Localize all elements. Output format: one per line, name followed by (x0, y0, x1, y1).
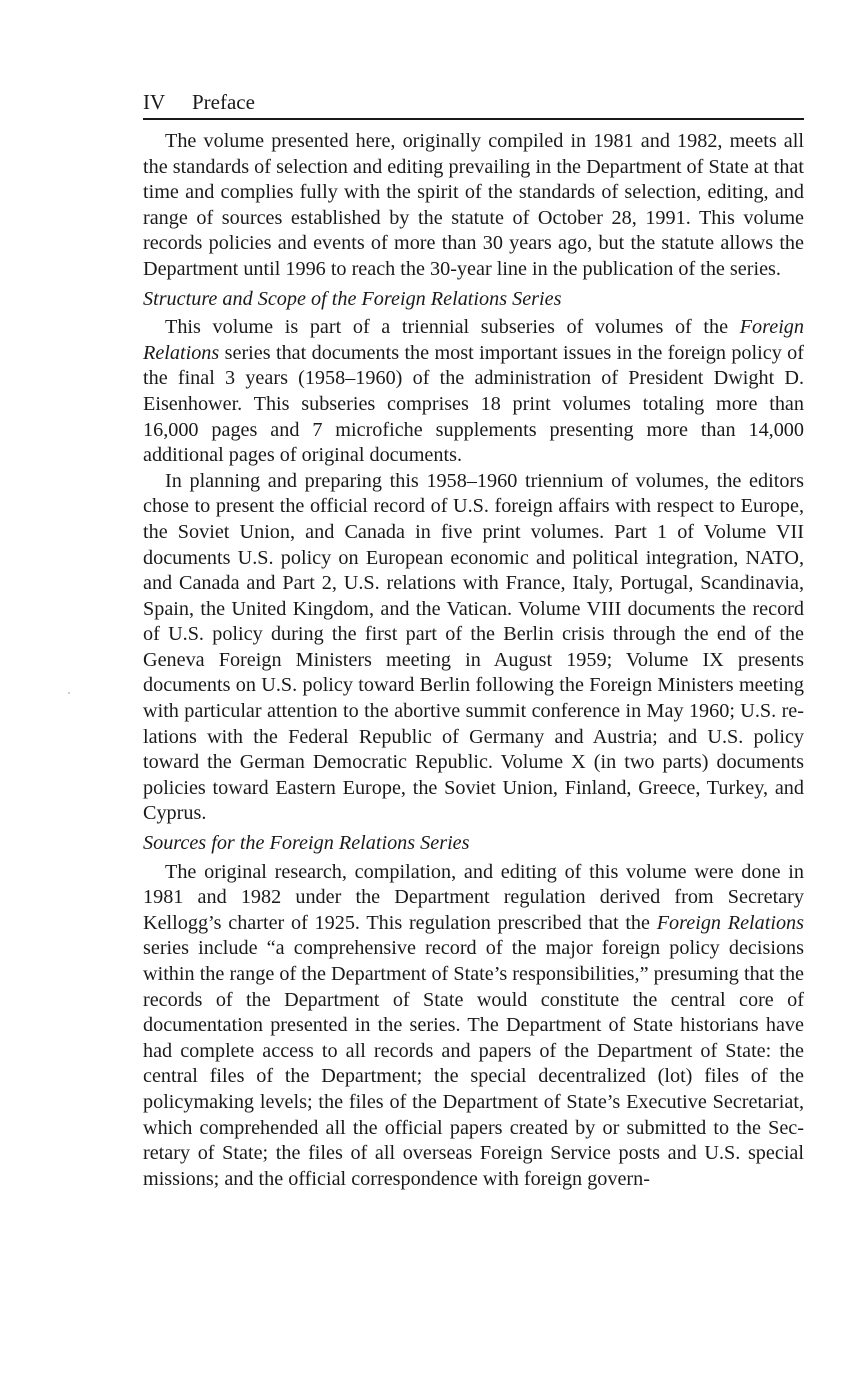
paragraph-volume-compiled: The volume presented here, originally compiled in 1981 and 1982, meets all the standards of selection and editing prevailing in the Department of State at that time and complies fully with the spirit of the standards of selection, editing, and range of sources established by the statute of October 28, 1991. This volume records policies and events of more than 30 years ago, but the statute allows the Department until 1996 to reach the 30-year line in the publication of the series. (143, 130, 804, 280)
document-page (143, 88, 804, 1192)
running-head (143, 88, 804, 120)
series-title-italic: Foreign Relations (143, 316, 804, 364)
heading-sources: Sources for the Foreign Relations Series (143, 832, 470, 855)
paragraph-text: The original research, compilation, and editing of this volume were done in 1981 and 1982 under the Department regulation derived from Secretary Kellogg’s charter of 1925. This regulation prescribed that the (143, 860, 804, 934)
stray-scan-mark (68, 692, 70, 694)
paragraph-text: This volume is part of a triennial subseries of volumes of the (165, 316, 740, 339)
paragraph-text: series that documents the most important issues in the foreign policy of the final 3 years (1958–1960) of the administration of President Dwight D. Eisenhower. This subseries comprises 18 print volumes totaling more than 16,000 pages and 7 microfiche supplements presenting more than 14,000 additional pages of original documents. (143, 341, 804, 467)
heading-structure-and-scope: Structure and Scope of the Foreign Relations Series (143, 287, 562, 310)
paragraph-planning-triennium: In planning and preparing this 1958–1960 triennium of volumes, the editors chose to present the official record of U.S. foreign affairs with respect to Europe, the Soviet Union, and Canada in five print volumes. Part 1 of Volume VII documents U.S. policy on European economic and political integration, NATO, and Canada and Part 2, U.S. relations with France, Italy, Portugal, Scandinavia, Spain, the United Kingdom, and the Vatican. Volume VIII documents the record of U.S. policy during the first part of the Berlin crisis through the end of the Geneva Foreign Ministers meeting in August 1959; Volume IX presents documents on U.S. policy toward Berlin following the Foreign Ministers meeting with particular attention to the abortive summit conference in May 1960; U.S. relations with the Federal Republic of Germany and Austria; and U.S. policy toward the German Democratic Republic. Volume X (in two parts) documents policies toward Eastern Europe, the Soviet Union, Finland, Greece, Turkey, and Cyprus. (143, 469, 804, 825)
page-number: IV (143, 90, 166, 114)
paragraph-original-research (143, 860, 804, 1193)
paragraph-text: series include “a comprehensive record of the major foreign policy decisions within the range of the Department of State’s responsibilities,” presuming that the records of the Department of State would constitute the central core of documentation presented in the series. The Department of State historians have had complete access to all records and papers of the Department of State: the central files of the Department; the special decentralized (lot) files of the policymaking levels; the files of the Department of State’s Executive Secretariat, which comprehended all the official papers created by or submitted to the Secretary of State; the files of all overseas Foreign Service posts and U.S. special missions; and the official correspondence with foreign govern- (143, 937, 804, 1190)
running-head-title: Preface (192, 90, 255, 114)
body-text (143, 129, 804, 1192)
series-title-italic: Foreign Relations (656, 911, 804, 934)
paragraph-triennial-subseries (143, 315, 804, 469)
